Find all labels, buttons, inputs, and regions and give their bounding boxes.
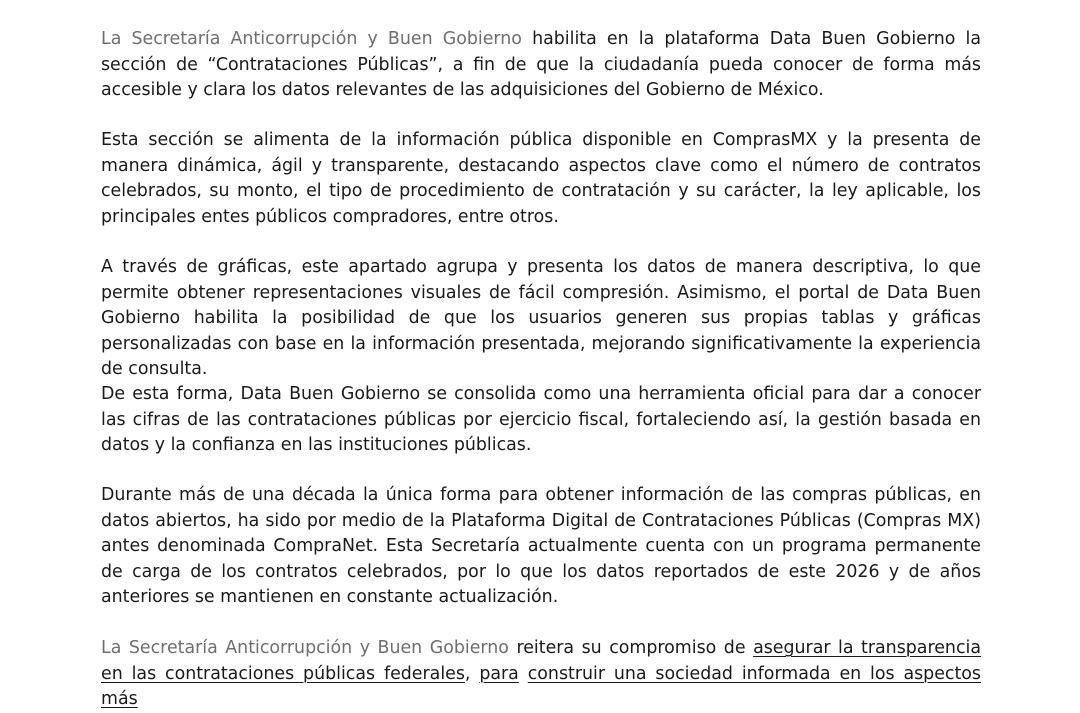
agency-name: La Secretaría Anticorrupción y Buen Gobierno <box>101 29 522 49</box>
paragraph-commitment <box>101 636 981 713</box>
underlined-phrase: construir una sociedad informada en los aspectos más <box>101 663 981 709</box>
paragraph-text: , <box>464 663 480 684</box>
paragraph-consolidation: De esta forma, Data Buen Gobierno se consolida como una herramienta oficial para dar a conocer las cifras de las contrataciones públicas por ejercicio fiscal, fortaleciendo así, la gestión basada en datos y la confianza en las instituciones públicas. <box>101 384 981 455</box>
agency-name: La Secretaría Anticorrupción y Buen Gobierno <box>101 638 509 658</box>
paragraph-announcement <box>101 27 981 104</box>
paragraph-text: reitera su compromiso de <box>508 638 754 658</box>
paragraph-data-source: Esta sección se alimenta de la información pública disponible en ComprasMX y la presenta de manera dinámica, ágil y transparente, destacando aspectos clave como el número de contratos celebrados, su monto, el tipo de procedimiento de contratación y su carácter, la ley aplicable, los principales entes públicos compradores, entre otros. <box>101 130 981 227</box>
paragraph-text: habilita en la plataforma Data Buen Gobierno la sección de “Contrataciones Públicas”, a fin de que la ciudadanía pueda conocer de forma más accesible y clara los datos relevantes de las adquisiciones del Gobierno de México. <box>101 29 981 100</box>
underlined-phrase: asegurar la transparencia en las contrataciones públicas federales <box>101 638 982 684</box>
paragraph-text <box>519 664 528 684</box>
paragraph-charts: A través de gráficas, este apartado agrupa y presenta los datos de manera descriptiva, lo que permite obtener representaciones visuales de fácil compresión. Asimismo, el portal de Data Buen Gobierno habilita la posibilidad de que los usuarios generen sus propias tablas y gráficas personalizadas con base en la información presentada, mejorando significativamente la experiencia de consulta. <box>101 257 981 379</box>
paragraph-history: Durante más de una década la única forma para obtener información de las compras públicas, en datos abiertos, ha sido por medio de la Plataforma Digital de Contrataciones Públicas (Compras MX) antes denominada CompraNet. Esta Secretaría actualmente cuenta con un programa permanente de carga de los contratos celebrados, por lo que los datos reportados de este 2026 y de años anteriores se mantienen en constante actualización. <box>101 485 981 607</box>
underlined-phrase: para <box>479 663 519 684</box>
